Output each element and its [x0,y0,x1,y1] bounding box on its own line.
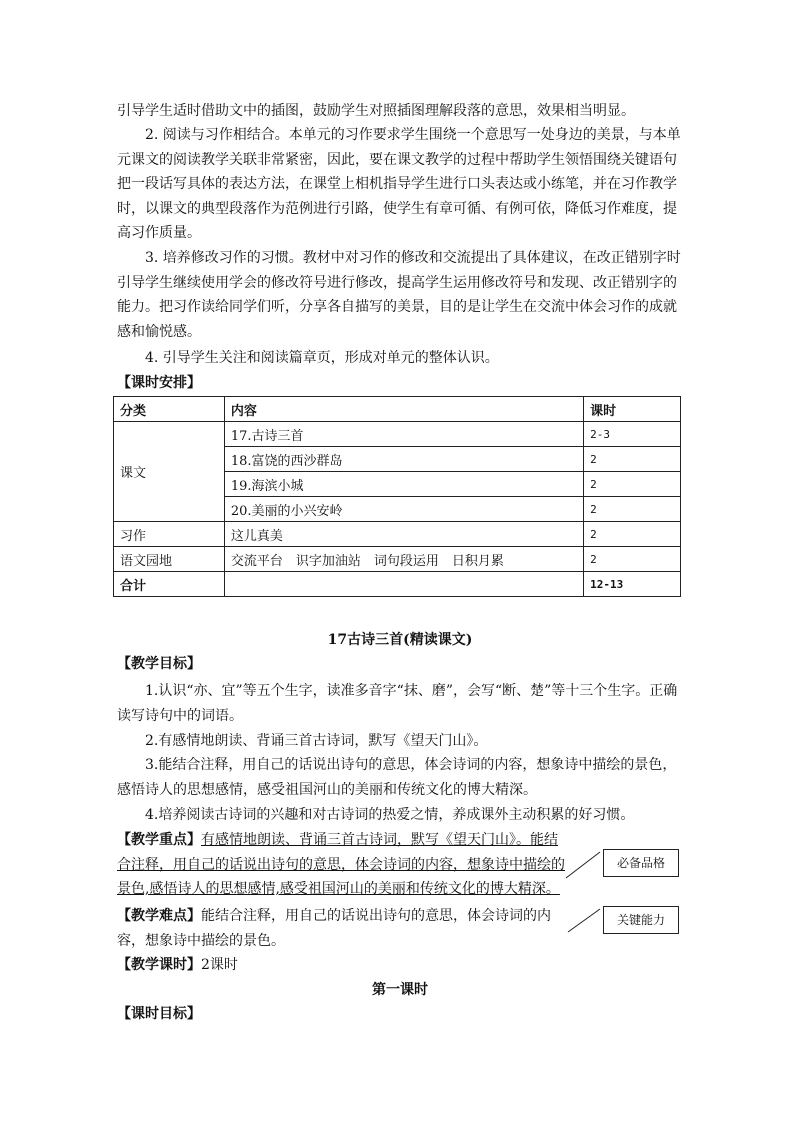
goal-2: 2.有感情地朗读、背诵三首古诗词，默写《望天门山》。 [145,733,488,749]
key-points-text-2: 景色,感悟诗人的思想感情,感受祖国河山的美丽和传统文化的博大精深。 [117,881,560,897]
category-yuwen: 语文园地 [114,547,225,572]
annotation-box-character: 必备品格 [603,849,679,877]
row-content: 17.古诗三首 [224,422,583,447]
goal-1: 1.认识“亦、宜”等五个生字，读准多音字“抹、磨”，会写“断、楚”等十三个生字。正确读写诗句中的词语。 [117,683,678,724]
row-hours: 2 [584,522,681,547]
row-content: 18.富饶的西沙群岛 [224,447,583,472]
connector-line-2 [568,909,600,932]
row-hours: 2 [584,547,681,572]
row-hours: 2 [584,497,681,522]
difficult-points-text: 能结合注释，用自己的话说出诗句的意思，体会诗词的内容，想象诗中描绘的景色。 [117,908,551,949]
teaching-goals-heading: 【教学目标】 [117,656,201,672]
teaching-hours-label: 【教学课时】 [117,957,201,973]
row-content: 交流平台 识字加油站 词句段运用 日积月累 [224,547,583,572]
row-content: 19.海滨小城 [224,472,583,497]
total-hours: 12-13 [584,572,681,597]
lesson-title: 17古诗三首(精读课文) [327,632,473,648]
header-hours: 课时 [584,397,681,422]
key-points-label: 【教学重点】 [117,832,201,848]
lesson-goals-heading: 【课时目标】 [117,1006,201,1022]
intro-paragraph-2: 2. 阅读与习作相结合。本单元的习作要求学生围绕一个意思写一处身边的美景，与本单元课文的阅读教学关联非常紧密，因此，要在课文教学的过程中帮助学生领悟围绕关键语句把一段话写具体的表达方法，在课堂上相机指导学生进行口头表达或小练笔，并在习作教学时，以课文的典型段落作为范例进行引路，使学生有章可循、有例可依，降低习作难度，提高习作质量。 [117,127,681,242]
goal-4: 4.培养阅读古诗词的兴趣和对古诗词的热爱之情，养成课外主动积累的好习惯。 [145,807,635,823]
row-content: 这儿真美 [224,522,583,547]
connector-line-1 [566,852,600,878]
row-hours: 2 [584,447,681,472]
goal-3: 3.能结合注释，用自己的话说出诗句的意思，体会诗词的内容，想象诗中描绘的景色，感悟诗人的思想感情，感受祖国河山的美丽和传统文化的博大精深。 [117,757,677,798]
header-category: 分类 [114,397,225,422]
teaching-hours-text: 2课时 [201,957,238,973]
difficult-points-label: 【教学难点】 [117,908,201,924]
row-hours: 2 [584,472,681,497]
key-points-text: 有感情地朗读、背诵三首古诗词，默写《望天门山》。能结合注释，用自己的话说出诗句的意思，体会诗词的内容，想象诗中描绘的 [117,832,565,873]
category-xizuo: 习作 [114,522,225,547]
annotation-box-ability: 关键能力 [603,906,679,934]
row-hours: 2-3 [584,422,681,447]
row-content: 20.美丽的小兴安岭 [224,497,583,522]
total-label: 合计 [114,572,225,597]
intro-paragraph-4: 4. 引导学生关注和阅读篇章页，形成对单元的整体认识。 [145,350,499,366]
category-kewen: 课文 [114,422,225,522]
first-lesson-title: 第一课时 [372,982,428,998]
intro-paragraph-1: 引导学生适时借助文中的插图，鼓励学生对照插图理解段落的意思，效果相当明显。 [117,103,635,119]
intro-paragraph-3: 3. 培养修改习作的习惯。教材中对习作的修改和交流提出了具体建议，在改正错别字时引导学生继续使用学会的修改符号进行修改，提高学生运用修改符号和发现、改正错别字的能力。把习作读给同学们听，分享各自描写的美景，目的是让学生在交流中体会习作的成就感和愉悦感。 [117,250,681,340]
header-content: 内容 [224,397,583,422]
schedule-heading: 【课时安排】 [117,375,201,391]
